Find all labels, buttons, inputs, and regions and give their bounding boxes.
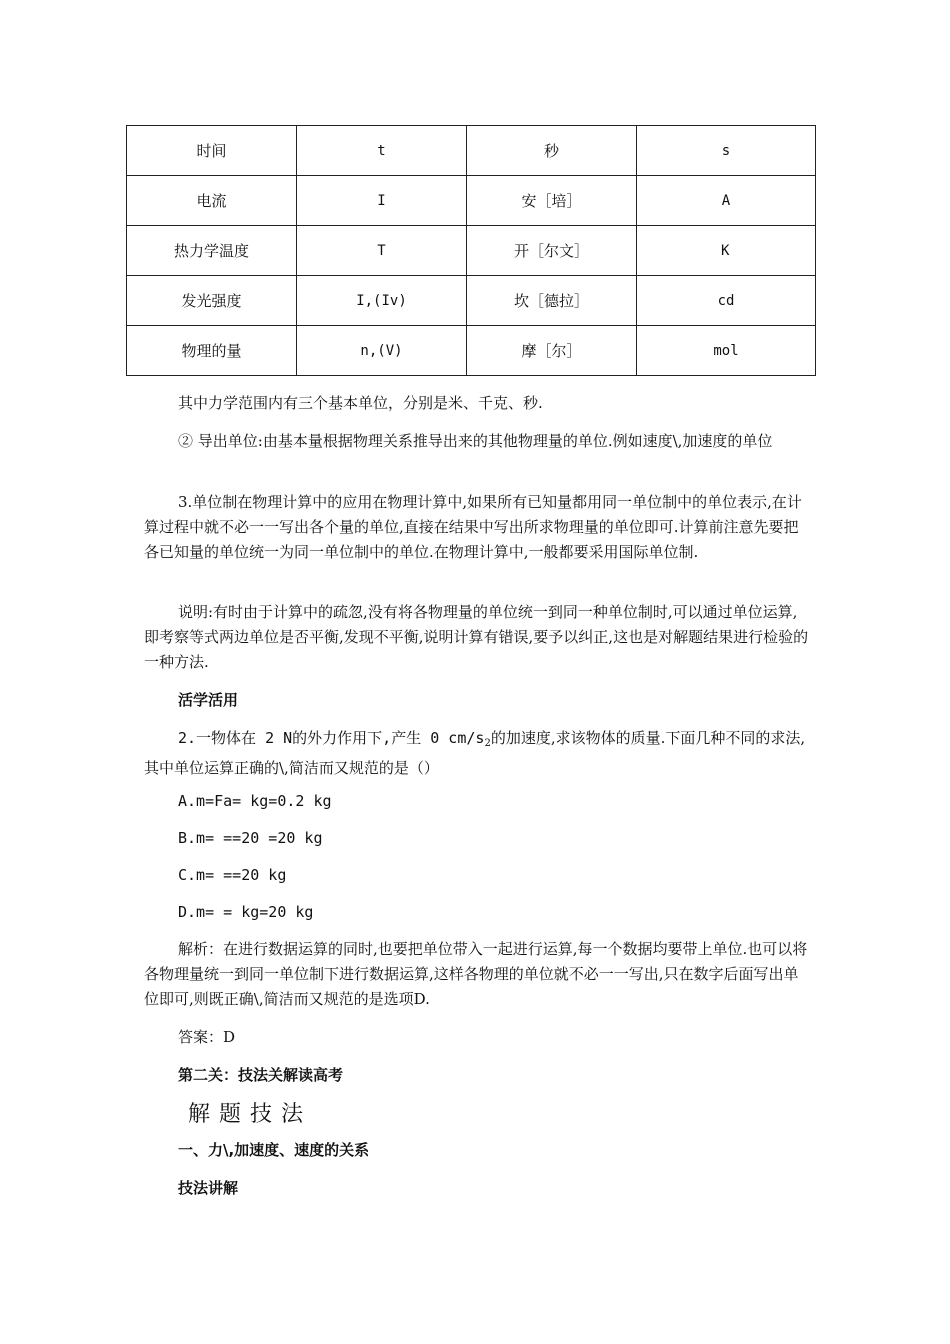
quantity-cell: 发光强度: [127, 276, 297, 326]
table-row: [127, 276, 816, 326]
symbol-cell: T: [297, 226, 467, 276]
quantity-cell: 电流: [127, 176, 297, 226]
quantity-cell: 热力学温度: [127, 226, 297, 276]
unit-symbol-cell: K: [637, 226, 816, 276]
analysis-paragraph: 解析：在进行数据运算的同时,也要把单位带入一起进行运算,每一个数据均要带上单位.也可以将各物理量统一到同一单位制下进行数据运算,这样各物理的单位就不必一一写出,只在数字后面写出单位即可,则既正确\,简洁而又规范的是选项D.: [144, 940, 808, 1008]
question-text: [144, 726, 810, 781]
unit-symbol-cell: mol: [637, 326, 816, 376]
symbol-cell: n,(V): [297, 326, 467, 376]
quantity-cell: 时间: [127, 126, 297, 176]
answer-line: 答案：D: [178, 1028, 236, 1046]
table-row: [127, 226, 816, 276]
section-heading-practice: 活学活用: [178, 691, 239, 709]
section-heading-level-two: 第二关：技法关解读高考: [178, 1066, 344, 1084]
subsection-heading-explanation: 技法讲解: [178, 1179, 239, 1197]
symbol-cell: I: [297, 176, 467, 226]
paragraph-note: 说明:有时由于计算中的疏忽,没有将各物理量的单位统一到同一种单位制时,可以通过单位运算,即考察等式两边单位是否平衡,发现不平衡,说明计算有错误,要予以纠正,这也是对解题结果进行检验的一种方法.: [144, 603, 809, 671]
paragraph-derived-units: ② 导出单位:由基本量根据物理关系推导出来的其他物理量的单位.例如速度\,加速度的单位: [178, 432, 773, 450]
paragraph-unit-system: 3.单位制在物理计算中的应用在物理计算中,如果所有已知量都用同一单位制中的单位表示,在计算过程中就不必一一写出各个量的单位,直接在结果中写出所求物理量的单位即可.计算前注意先要把各已知量的单位统一为同一单位制中的单位.在物理计算中,一般都要采用国际单位制.: [144, 493, 802, 561]
unit-symbol-cell: cd: [637, 276, 816, 326]
unit-cell: 秒: [467, 126, 637, 176]
si-units-table: [126, 125, 816, 376]
question-text-end: 的加速度,求该物体的质量.下面几种不同的求法,其中单位运算正确的\,简洁而又规范的是（）: [144, 729, 806, 777]
option-b: B.m= ==20 =20 kg: [178, 829, 323, 847]
paragraph-base-units: 其中力学范围内有三个基本单位，分别是米、千克、秒.: [178, 394, 543, 412]
option-a: A.m=Fa= kg=0.2 kg: [178, 792, 332, 810]
unit-cell: 摩［尔］: [467, 326, 637, 376]
question-text-start: 2.一物体在 2 N的外力作用下,产生 0 cm/s: [178, 729, 485, 747]
table-row: [127, 326, 816, 376]
table-row: [127, 176, 816, 226]
unit-symbol-cell: A: [637, 176, 816, 226]
subsection-heading: 一、力\,加速度、速度的关系: [178, 1141, 370, 1159]
question-subscript: 2: [484, 738, 491, 749]
quantity-cell: 物理的量: [127, 326, 297, 376]
symbol-cell: t: [297, 126, 467, 176]
unit-cell: 开［尔文］: [467, 226, 637, 276]
option-c: C.m= ==20 kg: [178, 866, 287, 884]
option-d: D.m= = kg=20 kg: [178, 903, 314, 921]
unit-cell: 安［培］: [467, 176, 637, 226]
unit-cell: 坎［德拉］: [467, 276, 637, 326]
table-row: [127, 126, 816, 176]
section-heading-techniques: 解题技法: [188, 1102, 313, 1127]
unit-symbol-cell: s: [637, 126, 816, 176]
symbol-cell: I,(Iv): [297, 276, 467, 326]
